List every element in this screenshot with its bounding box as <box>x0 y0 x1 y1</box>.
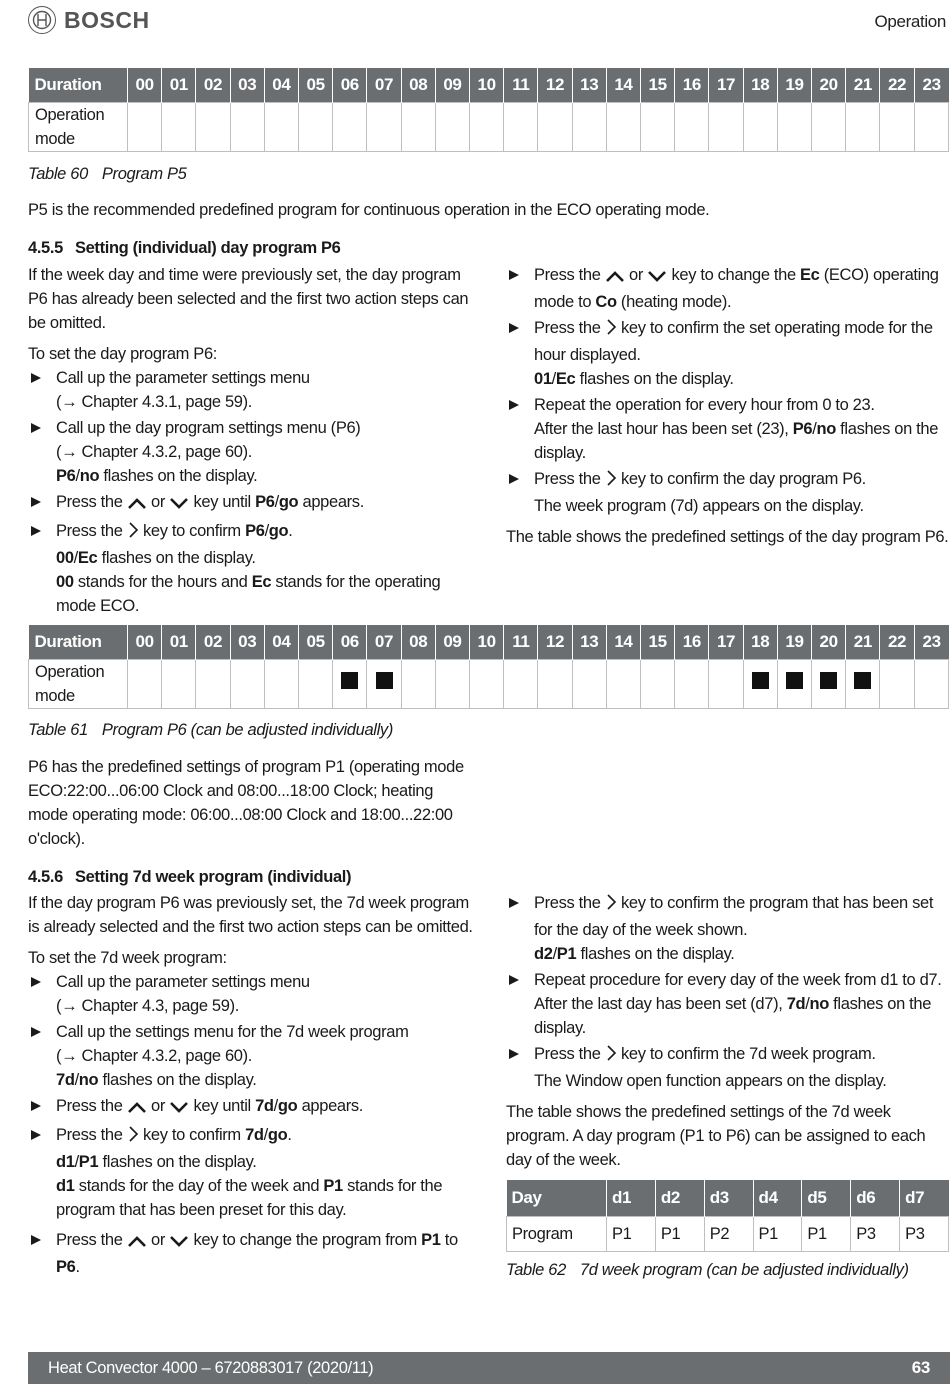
hour-cell-03 <box>230 660 264 709</box>
hour-header-04: 04 <box>264 625 298 660</box>
hour-cell-09 <box>435 660 469 709</box>
step-list-item: Call up the settings menu for the 7d week program (→ Chapter 4.3.2, page 60). 7d/no flashes on the display. <box>28 1020 478 1092</box>
hour-header-03: 03 <box>230 625 264 660</box>
right-key-icon <box>127 1125 139 1150</box>
hour-cell-02 <box>196 103 230 152</box>
hour-cell-10 <box>470 103 504 152</box>
hour-header-01: 01 <box>162 68 196 103</box>
p5-description: P5 is the recommended predefined program for continuous operation in the ECO operating mode. <box>28 201 710 219</box>
hour-cell-11 <box>504 103 538 152</box>
hour-cell-21 <box>846 103 880 152</box>
program-p6-table <box>28 625 949 709</box>
up-key-icon <box>127 1097 147 1121</box>
hour-cell-12 <box>538 103 572 152</box>
heating-mode-marker <box>786 672 803 689</box>
program-row <box>507 1217 949 1252</box>
heating-mode-marker <box>752 672 769 689</box>
step-list-item: Press the key to confirm the program that has been set for the day of the week shown. d2/P1 flashes on the display. <box>506 891 950 966</box>
hours-header-row <box>29 625 949 660</box>
hour-cell-16 <box>675 660 709 709</box>
hour-header-17: 17 <box>709 68 743 103</box>
hour-cell-14 <box>606 660 640 709</box>
hour-cell-11 <box>504 660 538 709</box>
hour-cell-09 <box>435 103 469 152</box>
day-d7-header: d7 <box>900 1180 949 1217</box>
heating-mode-marker <box>341 672 358 689</box>
down-key-icon <box>169 1231 189 1255</box>
lead-text: To set the day program P6: <box>28 345 218 363</box>
hour-cell-17 <box>709 103 743 152</box>
operation-mode-label: Operation mode <box>29 103 128 152</box>
intro-text: If the day program P6 was previously set, the 7d week program is already selected and the first two action steps can be omitted. <box>28 894 473 936</box>
section-title: Operation <box>874 12 946 31</box>
hour-cell-20 <box>812 103 846 152</box>
hour-cell-00 <box>128 660 162 709</box>
hour-cell-22 <box>880 103 914 152</box>
program-cell: P2 <box>704 1217 753 1252</box>
step-list-item: Press the or key until P6/go appears. <box>28 490 478 517</box>
hour-header-08: 08 <box>401 625 435 660</box>
table-60-caption: Table 60 Program P5 <box>28 165 187 183</box>
outro-text: The table shows the predefined settings of the 7d week program. A day program (P1 to P6) can be assigned to each day of the week. <box>506 1103 926 1169</box>
hour-header-03: 03 <box>230 68 264 103</box>
step-list-item: Repeat the operation for every hour from 0 to 23. After the last hour has been set (23), P6/no flashes on the display. <box>506 393 950 465</box>
day-d2-header: d2 <box>655 1180 704 1217</box>
program-cell: P1 <box>753 1217 802 1252</box>
duration-header: Duration <box>29 625 128 660</box>
down-key-icon <box>169 1097 189 1121</box>
step-list-item: Repeat procedure for every day of the week from d1 to d7. After the last day has been set (d7), 7d/no flashes on the display. <box>506 968 950 1040</box>
step-list-item: Press the or key to change the program from P1 to P6. <box>28 1228 478 1279</box>
hour-cell-04 <box>264 660 298 709</box>
brand-logo <box>28 6 150 34</box>
hour-header-09: 09 <box>435 68 469 103</box>
hour-header-05: 05 <box>299 625 333 660</box>
outro-text: The table shows the predefined settings of the day program P6. <box>506 528 949 546</box>
hour-header-21: 21 <box>846 68 880 103</box>
down-key-icon <box>169 493 189 517</box>
up-key-icon <box>605 266 625 290</box>
hour-header-15: 15 <box>641 625 675 660</box>
hour-header-18: 18 <box>743 68 777 103</box>
heating-mode-marker <box>376 672 393 689</box>
page-footer <box>28 1352 950 1384</box>
hour-cell-18 <box>743 660 777 709</box>
hour-header-11: 11 <box>504 625 538 660</box>
step-list-item: Call up the parameter settings menu (→ Chapter 4.3, page 59). <box>28 970 478 1018</box>
hour-header-07: 07 <box>367 625 401 660</box>
intro-text: If the week day and time were previously set, the day program P6 has already been selected and the first two action steps can be omitted. <box>28 266 469 332</box>
up-key-icon <box>127 1231 147 1255</box>
hour-header-20: 20 <box>812 68 846 103</box>
hour-cell-01 <box>162 660 196 709</box>
hour-cell-22 <box>880 660 914 709</box>
hour-header-10: 10 <box>470 68 504 103</box>
hour-header-16: 16 <box>675 68 709 103</box>
hour-cell-04 <box>264 103 298 152</box>
hour-cell-13 <box>572 103 606 152</box>
hour-cell-19 <box>777 660 811 709</box>
hour-cell-06 <box>333 103 367 152</box>
day-d4-header: d4 <box>753 1180 802 1217</box>
hour-cell-02 <box>196 660 230 709</box>
hour-cell-01 <box>162 103 196 152</box>
up-key-icon <box>127 493 147 517</box>
program-label: Program <box>507 1217 607 1252</box>
hour-header-20: 20 <box>812 625 846 660</box>
week-program-table <box>506 1180 949 1252</box>
hours-header-row <box>29 68 949 103</box>
hour-header-01: 01 <box>162 625 196 660</box>
hour-header-13: 13 <box>572 625 606 660</box>
hour-header-08: 08 <box>401 68 435 103</box>
program-cell: P3 <box>851 1217 900 1252</box>
hour-header-06: 06 <box>333 625 367 660</box>
hour-header-17: 17 <box>709 625 743 660</box>
hour-header-11: 11 <box>504 68 538 103</box>
step-list-item: Press the or key to change the Ec (ECO) operating mode to Co (heating mode). <box>506 263 950 314</box>
table-62-caption: Table 62 7d week program (can be adjusted individually) <box>506 1261 909 1279</box>
hour-cell-06 <box>333 660 367 709</box>
section-4-5-6-right-column <box>506 891 950 1172</box>
right-key-icon <box>605 893 617 918</box>
bosch-armature-icon <box>28 6 56 34</box>
day-d5-header: d5 <box>802 1180 851 1217</box>
step-list-item: Call up the day program settings menu (P6) (→ Chapter 4.3.2, page 60). P6/no flashes on the display. <box>28 416 478 488</box>
footer-document-title: Heat Convector 4000 – 6720883017 (2020/11) <box>48 1359 374 1377</box>
hour-cell-05 <box>299 660 333 709</box>
section-4-5-5-left-column <box>28 263 478 620</box>
step-list-item: Press the or key until 7d/go appears. <box>28 1094 478 1121</box>
section-4-5-5-heading: 4.5.5 Setting (individual) day program P6 <box>28 239 341 257</box>
hour-header-02: 02 <box>196 68 230 103</box>
hour-cell-07 <box>367 660 401 709</box>
hour-cell-15 <box>641 103 675 152</box>
hour-header-10: 10 <box>470 625 504 660</box>
hour-header-23: 23 <box>914 625 948 660</box>
hour-header-22: 22 <box>880 68 914 103</box>
hour-cell-23 <box>914 103 948 152</box>
table-61-caption: Table 61 Program P6 (can be adjusted individually) <box>28 721 393 739</box>
duration-header: Duration <box>29 68 128 103</box>
hour-cell-20 <box>812 660 846 709</box>
hour-cell-14 <box>606 103 640 152</box>
hour-header-19: 19 <box>777 625 811 660</box>
program-cell: P1 <box>607 1217 656 1252</box>
hour-header-04: 04 <box>264 68 298 103</box>
hour-header-23: 23 <box>914 68 948 103</box>
step-list-item: Press the key to confirm 7d/go. d1/P1 flashes on the display. d1 stands for the day of the week and P1 stands for the program that has been preset for this day. <box>28 1123 478 1222</box>
day-header: Day <box>507 1180 607 1217</box>
hour-header-13: 13 <box>572 68 606 103</box>
hour-cell-08 <box>401 660 435 709</box>
section-4-5-6-heading: 4.5.6 Setting 7d week program (individual) <box>28 868 352 886</box>
section-4-5-5-right-column <box>506 263 950 549</box>
right-key-icon <box>605 318 617 343</box>
hour-header-00: 00 <box>128 68 162 103</box>
step-list-item: Press the key to confirm the set operating mode for the hour displayed. 01/Ec flashes on the display. <box>506 316 950 391</box>
hour-header-14: 14 <box>606 68 640 103</box>
hour-header-07: 07 <box>367 68 401 103</box>
hour-cell-08 <box>401 103 435 152</box>
day-d1-header: d1 <box>607 1180 656 1217</box>
day-d6-header: d6 <box>851 1180 900 1217</box>
operation-mode-row <box>29 660 949 709</box>
hour-header-12: 12 <box>538 68 572 103</box>
program-cell: P3 <box>900 1217 949 1252</box>
hour-cell-13 <box>572 660 606 709</box>
section-4-5-6-left-column <box>28 891 478 1281</box>
step-list-item: Press the key to confirm P6/go. 00/Ec flashes on the display. 00 stands for the hours and Ec stands for the operating mode ECO. <box>28 519 478 618</box>
right-key-icon <box>605 469 617 494</box>
hour-header-02: 02 <box>196 625 230 660</box>
hour-cell-18 <box>743 103 777 152</box>
operation-mode-row <box>29 103 949 152</box>
hour-header-12: 12 <box>538 625 572 660</box>
hour-cell-23 <box>914 660 948 709</box>
hour-cell-05 <box>299 103 333 152</box>
hour-cell-03 <box>230 103 264 152</box>
hour-header-18: 18 <box>743 625 777 660</box>
heating-mode-marker <box>854 672 871 689</box>
hour-header-19: 19 <box>777 68 811 103</box>
hour-header-09: 09 <box>435 625 469 660</box>
step-list-item: Call up the parameter settings menu (→ Chapter 4.3.1, page 59). <box>28 366 478 414</box>
hour-cell-00 <box>128 103 162 152</box>
hour-header-22: 22 <box>880 625 914 660</box>
hour-cell-07 <box>367 103 401 152</box>
hour-cell-19 <box>777 103 811 152</box>
operation-mode-label: Operation mode <box>29 660 128 709</box>
program-cell: P1 <box>655 1217 704 1252</box>
hour-header-21: 21 <box>846 625 880 660</box>
brand-name: BOSCH <box>64 7 150 33</box>
day-d3-header: d3 <box>704 1180 753 1217</box>
hour-header-06: 06 <box>333 68 367 103</box>
right-key-icon <box>605 1044 617 1069</box>
week-header-row <box>507 1180 949 1217</box>
right-key-icon <box>127 521 139 546</box>
hour-cell-12 <box>538 660 572 709</box>
program-p5-table <box>28 68 949 152</box>
hour-cell-15 <box>641 660 675 709</box>
hour-cell-21 <box>846 660 880 709</box>
hour-cell-16 <box>675 103 709 152</box>
step-list-item: Press the key to confirm the 7d week program. The Window open function appears on the display. <box>506 1042 950 1093</box>
lead-text: To set the 7d week program: <box>28 949 227 967</box>
program-cell: P1 <box>802 1217 851 1252</box>
hour-header-00: 00 <box>128 625 162 660</box>
hour-cell-10 <box>470 660 504 709</box>
p6-description: P6 has the predefined settings of program P1 (operating mode ECO:22:00...06:00 Clock and 08:00...18:00 Clock; heating mode operating mode: 06:00...08:00 Clock and 18:00...22:00 o'clock). <box>28 758 464 848</box>
down-key-icon <box>647 266 667 290</box>
step-list-item: Press the key to confirm the day program P6. The week program (7d) appears on the display. <box>506 467 950 518</box>
hour-cell-17 <box>709 660 743 709</box>
hour-header-14: 14 <box>606 625 640 660</box>
page-number: 63 <box>911 1358 930 1377</box>
hour-header-16: 16 <box>675 625 709 660</box>
heating-mode-marker <box>820 672 837 689</box>
hour-header-15: 15 <box>641 68 675 103</box>
hour-header-05: 05 <box>299 68 333 103</box>
